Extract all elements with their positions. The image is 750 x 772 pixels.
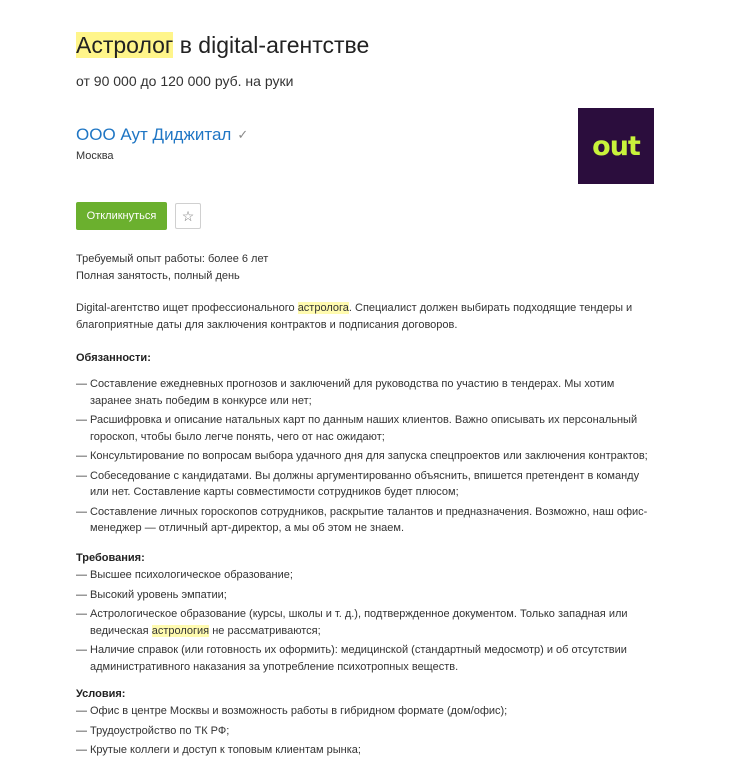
duties-list — [76, 376, 648, 537]
astro-item-before: Астрологическое образование (курсы, школы и т. д.), подтвержденное документом. Только западная или ведическая — [90, 608, 628, 637]
list-item — [76, 606, 648, 639]
company-row — [76, 125, 248, 145]
apply-button[interactable]: Откликнуться — [76, 202, 167, 230]
conditions-list — [76, 703, 648, 759]
employment-text: Полная занятость, полный день — [76, 270, 240, 282]
checkmark-icon: ✓ — [237, 127, 249, 142]
intro-highlight: астролога — [297, 302, 349, 314]
job-meta — [76, 251, 646, 285]
list-item: — Высокий уровень эмпатии; — [76, 587, 648, 604]
requirements-list-wrap — [76, 567, 648, 678]
conditions-list-wrap — [76, 703, 648, 762]
list-item: — Трудоустройство по ТК РФ; — [76, 723, 648, 740]
company-logo[interactable] — [578, 108, 654, 184]
astro-item-after: не рассматриваются; — [209, 624, 321, 637]
vacancy-title — [76, 30, 369, 60]
favorite-button[interactable] — [175, 203, 201, 229]
list-item: — Офис в центре Москвы и возможность работы в гибридном формате (дом/офис); — [76, 703, 648, 720]
salary: от 90 000 до 120 000 руб. на руки — [76, 73, 294, 89]
intro-paragraph — [76, 300, 646, 334]
duties-list-wrap — [76, 376, 648, 540]
duties-title: Обязанности: — [76, 352, 151, 364]
experience-text: Требуемый опыт работы: более 6 лет — [76, 253, 269, 265]
astro-item-highlight: астрология — [151, 624, 210, 637]
company-city: Москва — [76, 150, 114, 162]
title-highlight: Астролог — [76, 32, 174, 58]
conditions-title: Условия: — [76, 688, 126, 700]
company-name-link[interactable]: ООО Аут Диджитал — [76, 125, 232, 144]
list-item: — Собеседование с кандидатами. Вы должны аргументированно объяснить, впишется претендент в команду или нет. Составление карты совместимости сотрудников будет плюсом; — [76, 468, 648, 501]
list-item: — Наличие справок (или готовность их оформить): медицинской (стандартный медосмотр) и об отсутствии административного наказания за употребление психотропных веществ. — [76, 642, 648, 675]
requirements-list — [76, 567, 648, 675]
list-item: — Крутые коллеги и доступ к топовым клиентам рынка; — [76, 742, 648, 759]
requirements-title: Требования: — [76, 552, 145, 564]
list-item: — Составление ежедневных прогнозов и заключений для руководства по участию в тендерах. Мы хотим заранее знать победим в конкурсе или нет; — [76, 376, 648, 409]
list-item: — Высшее психологическое образование; — [76, 567, 648, 584]
title-rest: в digital-агентстве — [173, 32, 370, 58]
logo-text: out — [592, 130, 640, 162]
list-item: — Консультирование по вопросам выбора удачного дня для запуска спецпроектов или заключения контрактов; — [76, 448, 648, 465]
list-item: — Расшифровка и описание натальных карт по данным наших клиентов. Важно описывать их персональный гороскоп, чтобы было легче понять, чего от нас ожидают; — [76, 412, 648, 445]
star-icon: ☆ — [181, 207, 195, 224]
list-item: — Составление личных гороскопов сотрудников, раскрытие талантов и предназначения. Возможно, наш офис-менеджер — отличный арт-директор, а мы об этом не знаем. — [76, 504, 648, 537]
intro-after: . Специалист должен выбирать подходящие тендеры и благоприятные даты для заключения контрактов и подписания договоров. — [76, 302, 633, 331]
intro-before: Digital-агентство ищет профессионального — [76, 302, 298, 314]
